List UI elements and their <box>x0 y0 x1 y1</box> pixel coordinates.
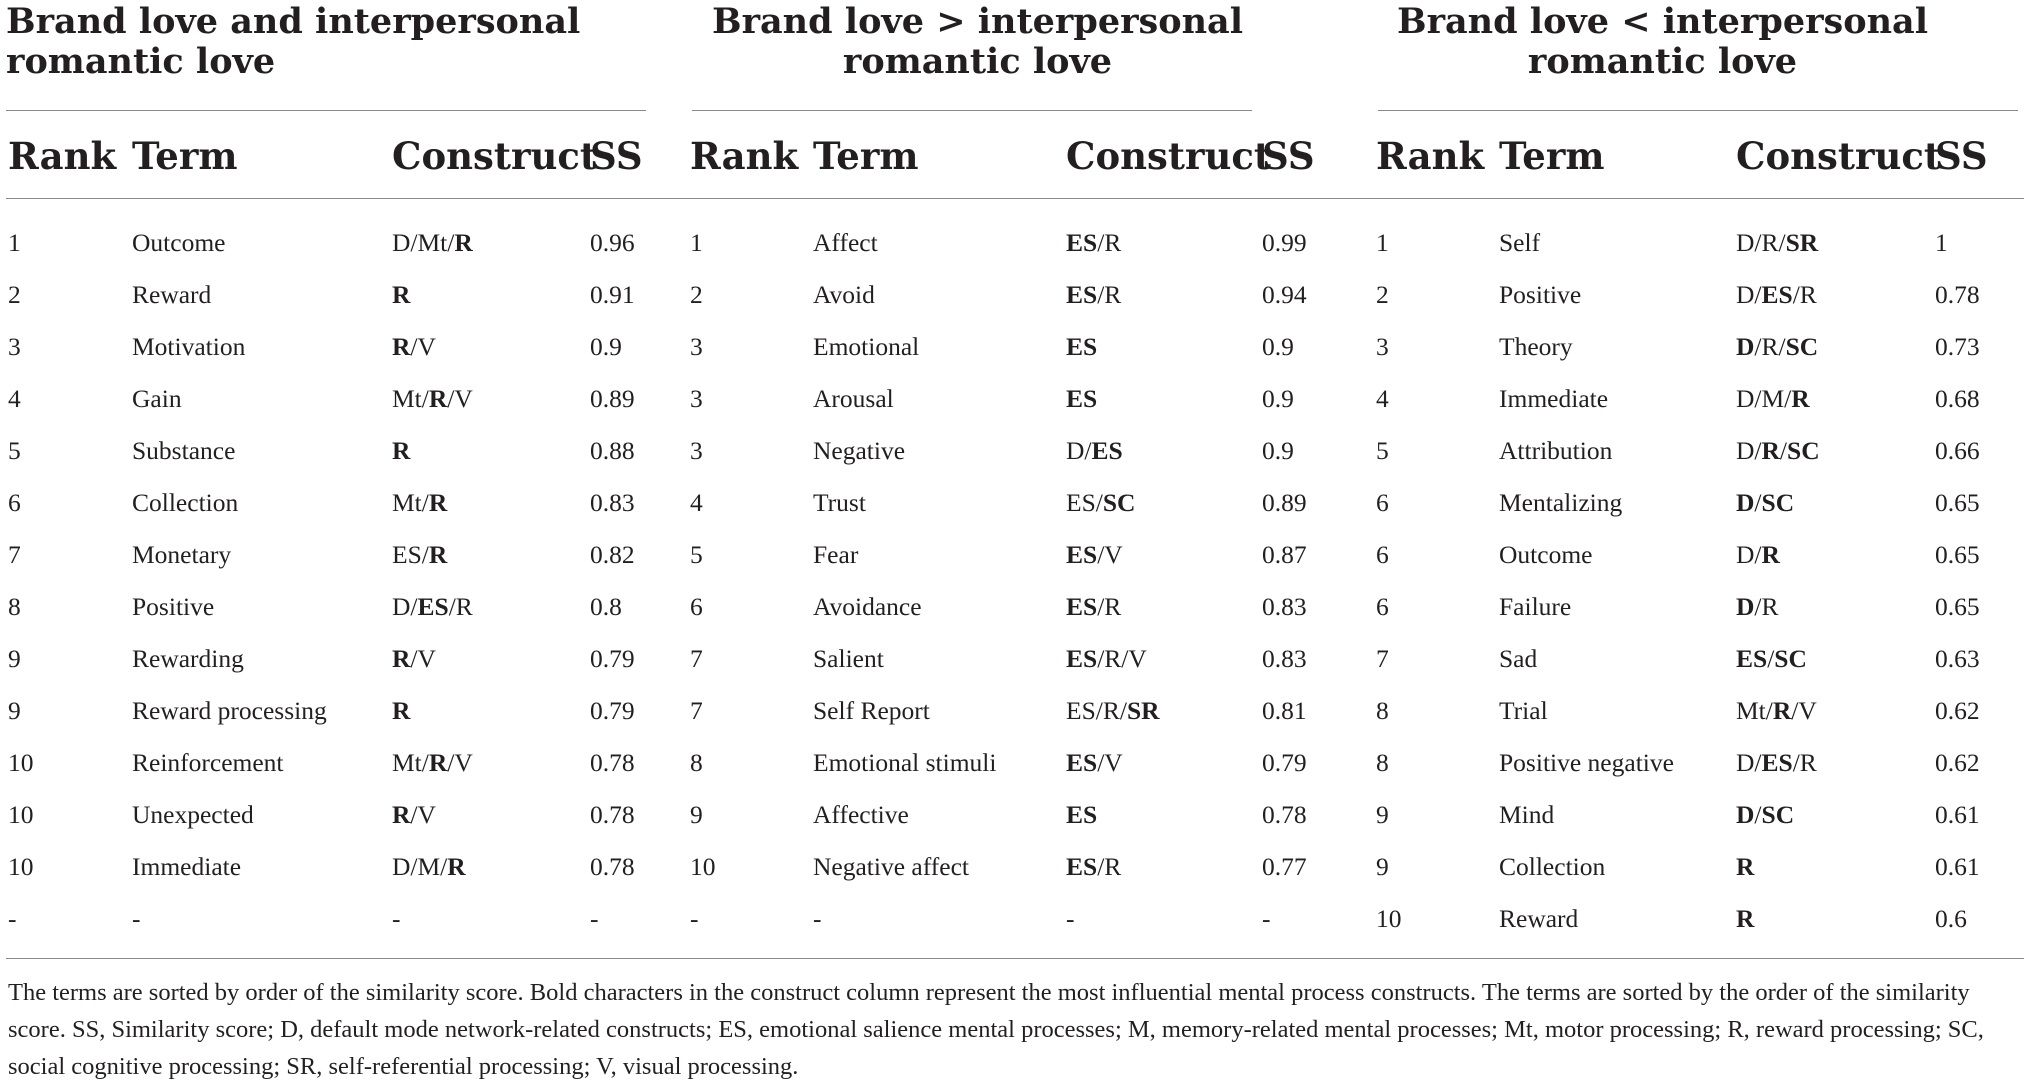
term-cell: Attribution <box>1499 436 1613 465</box>
header-rule <box>6 198 2024 199</box>
construct-cell: ES/V <box>1066 748 1123 777</box>
ss-cell: 0.94 <box>1262 280 1307 309</box>
rank-cell: 7 <box>690 696 703 725</box>
rank-cell: 6 <box>690 592 703 621</box>
group-title-rule <box>692 110 1252 111</box>
construct-cell: ES/R <box>1066 280 1122 309</box>
ss-cell: 0.61 <box>1935 800 1980 829</box>
table-row <box>0 893 2024 945</box>
rank-cell: 6 <box>8 488 21 517</box>
construct-cell: ES <box>1066 332 1098 361</box>
ss-cell: 0.79 <box>590 696 635 725</box>
term-cell: Motivation <box>132 332 246 361</box>
ss-cell: 0.78 <box>1262 800 1307 829</box>
rank-cell: 9 <box>8 644 21 673</box>
construct-cell: D/R/SR <box>1736 228 1819 257</box>
term-cell: Reward <box>1499 904 1579 933</box>
ss-cell: 0.89 <box>590 384 635 413</box>
rank-cell: 9 <box>1376 852 1389 881</box>
group-title-2: Brand love > interpersonal romantic love <box>711 1 1243 82</box>
group-title-rule <box>6 110 646 111</box>
term-cell: Reinforcement <box>132 748 284 777</box>
term-cell: Arousal <box>813 384 894 413</box>
construct-cell: D/ES <box>1066 436 1123 465</box>
ss-cell: 0.83 <box>1262 644 1307 673</box>
rank-cell: 10 <box>8 800 34 829</box>
bottom-rule <box>6 958 2024 959</box>
construct-cell: R/V <box>392 800 436 829</box>
construct-cell: R <box>1736 852 1755 881</box>
term-cell: Emotional stimuli <box>813 748 997 777</box>
ss-cell: 0.96 <box>590 228 635 257</box>
ss-cell: 0.65 <box>1935 540 1980 569</box>
column-header-construct: Construct <box>1066 134 1271 178</box>
term-cell: Gain <box>132 384 182 413</box>
table-row <box>0 373 2024 425</box>
ss-cell: 0.81 <box>1262 696 1307 725</box>
ss-cell: 0.91 <box>590 280 635 309</box>
ss-cell: - <box>590 904 599 933</box>
rank-cell: 4 <box>8 384 21 413</box>
construct-cell: Mt/R/V <box>1736 696 1817 725</box>
rank-cell: 3 <box>8 332 21 361</box>
rank-cell: 7 <box>1376 644 1389 673</box>
construct-cell: R <box>1736 904 1755 933</box>
construct-cell: D/M/R <box>1736 384 1810 413</box>
construct-cell: D/R <box>1736 592 1779 621</box>
table-footnote: The terms are sorted by order of the similarity score. Bold characters in the construct column represent the most influential mental process constructs. The terms are sorted by the order of the similarity score. SS, Similarity score; D, default mode network-related constructs; ES, emotional salience mental processes; M, memory-related mental processes; Mt, motor processing; R, reward processing; SC, social cognitive processing; SR, self-referential processing; V, visual processing. <box>8 979 1984 1080</box>
construct-cell: - <box>1066 904 1075 933</box>
term-cell: - <box>132 904 141 933</box>
construct-cell: D/ES/R <box>392 592 473 621</box>
column-header-rank: Rank <box>8 134 117 178</box>
column-header-term: Term <box>132 134 238 178</box>
construct-cell: ES <box>1066 800 1098 829</box>
construct-cell: Mt/R/V <box>392 748 473 777</box>
ss-cell: 0.8 <box>590 592 622 621</box>
construct-cell: D/SC <box>1736 488 1795 517</box>
rank-cell: - <box>8 904 17 933</box>
term-cell: Sad <box>1499 644 1538 673</box>
column-header-ss: SS <box>1935 134 1988 178</box>
ss-cell: 0.6 <box>1935 904 1967 933</box>
rank-cell: 10 <box>8 748 34 777</box>
construct-cell: ES/R <box>1066 592 1122 621</box>
construct-cell: R <box>392 696 411 725</box>
rank-cell: 7 <box>8 540 21 569</box>
term-cell: Emotional <box>813 332 920 361</box>
rank-cell: 6 <box>1376 592 1389 621</box>
table-row <box>0 217 2024 269</box>
construct-cell: D/R/SC <box>1736 436 1820 465</box>
construct-cell: ES/R <box>1066 852 1122 881</box>
rank-cell: 10 <box>8 852 34 881</box>
term-cell: Theory <box>1499 332 1573 361</box>
rank-cell: 3 <box>690 332 703 361</box>
rank-cell: - <box>690 904 699 933</box>
rank-cell: 9 <box>1376 800 1389 829</box>
term-cell: Outcome <box>132 228 226 257</box>
construct-cell: D/ES/R <box>1736 748 1817 777</box>
term-cell: Reward processing <box>132 696 327 725</box>
construct-cell: D/ES/R <box>1736 280 1817 309</box>
term-cell: - <box>813 904 822 933</box>
construct-cell: Mt/R <box>392 488 448 517</box>
rank-cell: 2 <box>1376 280 1389 309</box>
rank-cell: 4 <box>690 488 703 517</box>
ss-cell: 0.66 <box>1935 436 1980 465</box>
term-cell: Avoidance <box>813 592 922 621</box>
table-row <box>0 321 2024 373</box>
rank-cell: 9 <box>690 800 703 829</box>
term-cell: Monetary <box>132 540 232 569</box>
ss-cell: 0.99 <box>1262 228 1307 257</box>
ss-cell: 0.82 <box>590 540 635 569</box>
column-header-term: Term <box>813 134 919 178</box>
rank-cell: 4 <box>1376 384 1389 413</box>
rank-cell: 1 <box>8 228 21 257</box>
construct-cell: D/SC <box>1736 800 1795 829</box>
ss-cell: 0.83 <box>590 488 635 517</box>
table-row <box>0 685 2024 737</box>
rank-cell: 5 <box>8 436 21 465</box>
column-header-construct: Construct <box>1736 134 1941 178</box>
table-row <box>0 269 2024 321</box>
ss-cell: 0.78 <box>590 800 635 829</box>
ss-cell: 0.78 <box>1935 280 1980 309</box>
ss-cell: 0.89 <box>1262 488 1307 517</box>
rank-cell: 3 <box>690 436 703 465</box>
column-header-ss: SS <box>1262 134 1315 178</box>
ss-cell: 0.78 <box>590 748 635 777</box>
ss-cell: 0.77 <box>1262 852 1307 881</box>
term-cell: Substance <box>132 436 236 465</box>
rank-cell: 9 <box>8 696 21 725</box>
column-header-term: Term <box>1499 134 1605 178</box>
term-cell: Avoid <box>813 280 875 309</box>
rank-cell: 3 <box>1376 332 1389 361</box>
table-row <box>0 633 2024 685</box>
construct-cell: D/R/SC <box>1736 332 1819 361</box>
rank-cell: 8 <box>1376 696 1389 725</box>
ss-cell: 1 <box>1935 228 1948 257</box>
ss-cell: 0.9 <box>1262 436 1294 465</box>
construct-cell: R/V <box>392 644 436 673</box>
term-cell: Self <box>1499 228 1541 257</box>
ss-cell: 0.62 <box>1935 748 1980 777</box>
ss-cell: 0.63 <box>1935 644 1980 673</box>
ss-cell: 0.65 <box>1935 488 1980 517</box>
ss-cell: 0.83 <box>1262 592 1307 621</box>
construct-cell: ES/V <box>1066 540 1123 569</box>
construct-cell: - <box>392 904 401 933</box>
table-row <box>0 529 2024 581</box>
term-cell: Affective <box>813 800 909 829</box>
table-row <box>0 789 2024 841</box>
construct-cell: ES/SC <box>1066 488 1136 517</box>
rank-cell: 8 <box>690 748 703 777</box>
ss-cell: 0.62 <box>1935 696 1980 725</box>
table-row <box>0 581 2024 633</box>
construct-cell: ES/SC <box>1736 644 1807 673</box>
construct-cell: D/R <box>1736 540 1780 569</box>
rank-cell: 10 <box>690 852 716 881</box>
construct-cell: ES/R <box>1066 228 1122 257</box>
rank-cell: 7 <box>690 644 703 673</box>
ss-cell: 0.61 <box>1935 852 1980 881</box>
term-cell: Trial <box>1499 696 1548 725</box>
ss-cell: 0.78 <box>590 852 635 881</box>
term-cell: Collection <box>1499 852 1606 881</box>
term-cell: Self Report <box>813 696 930 725</box>
construct-cell: Mt/R/V <box>392 384 473 413</box>
term-cell: Failure <box>1499 592 1572 621</box>
rank-cell: 5 <box>690 540 703 569</box>
table-row <box>0 841 2024 893</box>
ss-cell: 0.79 <box>1262 748 1307 777</box>
rank-cell: 1 <box>690 228 703 257</box>
term-cell: Affect <box>813 228 878 257</box>
table-row <box>0 425 2024 477</box>
term-cell: Reward <box>132 280 212 309</box>
ss-cell: 0.88 <box>590 436 635 465</box>
ss-cell: 0.73 <box>1935 332 1980 361</box>
rank-cell: 6 <box>1376 540 1389 569</box>
construct-cell: D/Mt/R <box>392 228 473 257</box>
term-cell: Unexpected <box>132 800 254 829</box>
rank-cell: 2 <box>690 280 703 309</box>
column-header-rank: Rank <box>1376 134 1485 178</box>
term-cell: Outcome <box>1499 540 1593 569</box>
term-cell: Salient <box>813 644 884 673</box>
term-cell: Negative affect <box>813 852 969 881</box>
table-row <box>0 737 2024 789</box>
term-cell: Immediate <box>132 852 242 881</box>
rank-cell: 10 <box>1376 904 1402 933</box>
construct-cell: R <box>392 436 411 465</box>
column-header-construct: Construct <box>392 134 597 178</box>
column-header-rank: Rank <box>690 134 799 178</box>
term-cell: Collection <box>132 488 239 517</box>
ss-cell: 0.9 <box>1262 384 1294 413</box>
construct-cell: D/M/R <box>392 852 466 881</box>
ss-cell: 0.68 <box>1935 384 1980 413</box>
construct-cell: ES/R/SR <box>1066 696 1160 725</box>
term-cell: Mind <box>1499 800 1555 829</box>
rank-cell: 2 <box>8 280 21 309</box>
term-cell: Negative <box>813 436 906 465</box>
construct-cell: ES/R/V <box>1066 644 1147 673</box>
ss-cell: 0.87 <box>1262 540 1307 569</box>
construct-cell: R <box>392 280 411 309</box>
column-header-ss: SS <box>590 134 643 178</box>
group-title-1: Brand love and interpersonal romantic love <box>6 1 581 82</box>
term-cell: Positive negative <box>1499 748 1674 777</box>
rank-cell: 5 <box>1376 436 1389 465</box>
rank-cell: 8 <box>1376 748 1389 777</box>
term-cell: Fear <box>813 540 859 569</box>
rank-cell: 3 <box>690 384 703 413</box>
group-title-rule <box>1378 110 2018 111</box>
group-title-3: Brand love < interpersonal romantic love <box>1396 1 1928 82</box>
term-cell: Positive <box>132 592 215 621</box>
ss-cell: 0.65 <box>1935 592 1980 621</box>
construct-cell: ES <box>1066 384 1098 413</box>
construct-cell: ES/R <box>392 540 448 569</box>
rank-cell: 8 <box>8 592 21 621</box>
table-row <box>0 477 2024 529</box>
construct-cell: R/V <box>392 332 436 361</box>
ss-cell: 0.79 <box>590 644 635 673</box>
rank-cell: 6 <box>1376 488 1389 517</box>
ss-cell: 0.9 <box>590 332 622 361</box>
term-cell: Positive <box>1499 280 1582 309</box>
term-cell: Immediate <box>1499 384 1609 413</box>
ss-cell: - <box>1262 904 1271 933</box>
term-cell: Rewarding <box>132 644 244 673</box>
ss-cell: 0.9 <box>1262 332 1294 361</box>
rank-cell: 1 <box>1376 228 1389 257</box>
term-cell: Trust <box>813 488 866 517</box>
term-cell: Mentalizing <box>1499 488 1623 517</box>
